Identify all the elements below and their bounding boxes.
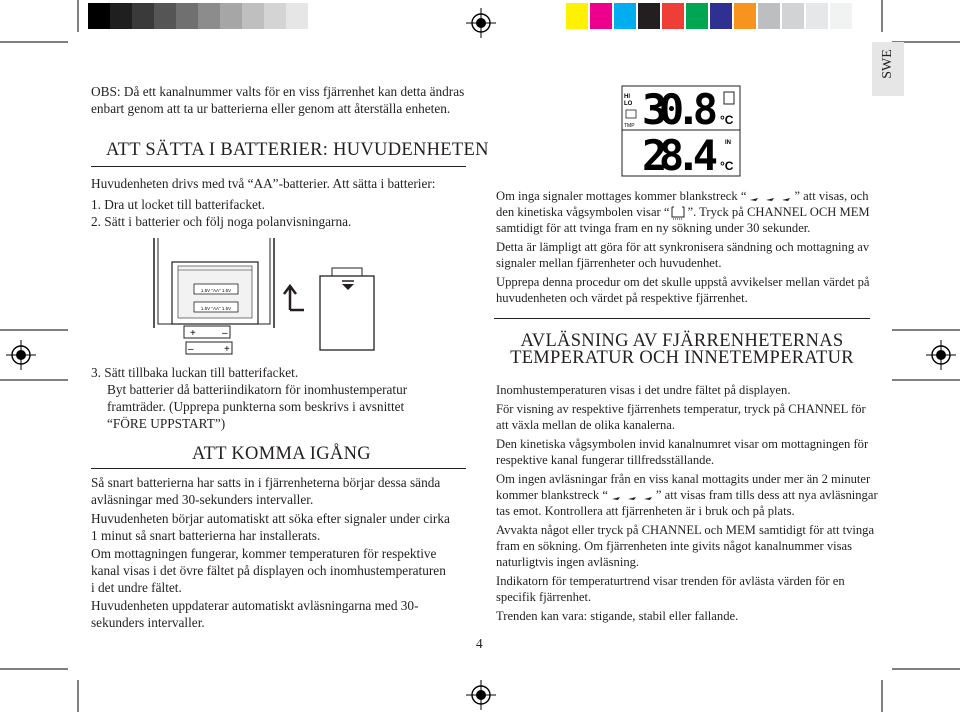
lcd-lo: LO bbox=[624, 101, 633, 107]
battery-label: 1.5V "AA" 1.5V bbox=[200, 288, 232, 293]
step-text: framträder. (Upprepa punkterna som beskrivs i avsnittet bbox=[107, 399, 405, 414]
language-tab bbox=[872, 42, 904, 96]
paragraph-line: Avvakta något eller tryck på CHANNEL och MEM samtidigt för att tvinga bbox=[496, 523, 875, 537]
paragraph-line: Huvudenheten börjar automatiskt att söka efter signaler under cirka bbox=[91, 511, 450, 526]
section-heading: ATT KOMMA IGÅNG bbox=[192, 444, 371, 464]
paragraph-line: 1 minut så snart batterierna har installerats. bbox=[91, 528, 321, 543]
plus-mark: + bbox=[224, 344, 230, 355]
paragraph-line: För visning av respektive fjärrenhets temperatur, tryck på CHANNEL för bbox=[496, 402, 866, 416]
paragraph-line: naturligtvis ingen avläsning. bbox=[496, 555, 640, 569]
lcd-top-unit: °C bbox=[720, 113, 734, 127]
paragraph-line bbox=[496, 204, 870, 221]
paragraph-line: kanal visas i det övre fältet på displayen och inomhustemperaturen bbox=[91, 563, 446, 578]
paragraph-line: Upprepa denna procedur om det skulle uppstå avvikelser mellan värdet på bbox=[496, 275, 870, 289]
lcd-bottom-unit: °C bbox=[720, 159, 734, 173]
obs-line: enbart genom att ta ur batterierna eller genom att återställa enheten. bbox=[91, 101, 451, 116]
battery-label: 1.5V "AA" 1.5V bbox=[200, 306, 232, 311]
plus-mark: + bbox=[190, 328, 196, 339]
obs-line: OBS: Då ett kanalnummer valts för en viss fjärrenhet kan detta ändras bbox=[91, 84, 465, 99]
paragraph-line: signaler mellan fjärrenheter och huvudenhet. bbox=[496, 256, 722, 270]
lcd-display-illustration bbox=[618, 84, 744, 180]
paragraph-line: Inomhustemperaturen visas i det undre fältet på displayen. bbox=[496, 383, 791, 397]
paragraph-line: fram en sökning. Om fjärrenheten inte givits något kanalnummer visas bbox=[496, 539, 853, 553]
text-fragment: Om inga signaler mottages kommer blankstreck “ bbox=[496, 189, 747, 203]
blank-dashes-icon bbox=[746, 192, 794, 202]
paragraph-line: respektive kanal fungerar tillfredsställande. bbox=[496, 453, 715, 467]
paragraph-line: att växla mellan de olika kanalerna. bbox=[496, 418, 676, 432]
lcd-hi: HI bbox=[624, 94, 630, 100]
text-fragment: den kinetiska vågsymbolen visar “ bbox=[496, 205, 670, 219]
language-tab-label: SWE bbox=[880, 49, 895, 79]
paragraph-line: Den kinetiska vågsymbolen invid kanalnumret visar om mottagningen för bbox=[496, 437, 869, 451]
page-number: 4 bbox=[476, 636, 483, 651]
paragraph-line: huvudenheten och värdet på respektive fjärrenhet. bbox=[496, 291, 748, 305]
section-heading: AVLÄSNING AV FJÄRRENHETERNAS bbox=[520, 331, 844, 351]
paragraph-line: avläsningar med 30-sekunders intervaller. bbox=[91, 492, 314, 507]
lcd-bottom-value: 28.4 bbox=[642, 131, 718, 180]
paragraph-line: samtidigt för att tvinga fram en ny sökning under 30 sekunder. bbox=[496, 221, 811, 235]
lcd-in: IN bbox=[725, 140, 731, 146]
paragraph-line: specifik fjärrenhet. bbox=[496, 590, 592, 604]
heading-rule bbox=[91, 468, 466, 469]
paragraph-line: i det undre fältet. bbox=[91, 580, 182, 595]
paragraph-line: Indikatorn för temperaturtrend visar trenden för avlästa värden för en bbox=[496, 574, 845, 588]
lcd-top-value: 30.8 bbox=[642, 85, 718, 134]
wave-symbol-icon bbox=[669, 206, 687, 220]
intro-text: Huvudenheten drivs med två “AA”-batterier. Att sätta i batterier: bbox=[91, 176, 436, 191]
step-text: “FÖRE UPPSTART”) bbox=[107, 416, 226, 431]
paragraph-line: tas emot. Kontrollera att fjärrenheten är i bruk och på plats. bbox=[496, 504, 795, 518]
blank-dashes-icon bbox=[608, 491, 656, 501]
step-item: 1. Dra ut locket till batterifacket. bbox=[91, 197, 265, 212]
heading-rule bbox=[494, 318, 870, 319]
heading-rule bbox=[91, 166, 466, 167]
paragraph-line: sekunders intervaller. bbox=[91, 615, 205, 630]
paragraph-line: Om mottagningen fungerar, kommer temperaturen för respektive bbox=[91, 546, 437, 561]
step-item: 3. Sätt tillbaka luckan till batterifacket. bbox=[91, 365, 299, 380]
text-fragment: kommer blankstreck “ bbox=[496, 488, 608, 502]
paragraph-line: Så snart batterierna har satts in i fjärrenheterna börjar dessa sända bbox=[91, 475, 441, 490]
minus-mark: – bbox=[222, 328, 228, 339]
text-fragment: ”. Tryck på CHANNEL OCH MEM bbox=[687, 205, 870, 219]
paragraph-line bbox=[496, 188, 869, 205]
section-heading: ATT SÄTTA I BATTERIER: HUVUDENHETEN bbox=[106, 140, 489, 160]
lcd-tmp: TMP bbox=[624, 123, 635, 129]
paragraph-line: Huvudenheten uppdaterar automatiskt avläsningarna med 30- bbox=[91, 598, 419, 613]
paragraph-line: Om ingen avläsningar från en viss kanal mottagits under mer än 2 minuter bbox=[496, 472, 871, 486]
minus-mark: – bbox=[188, 344, 194, 355]
step-item: 2. Sätt i batterier och följ noga polanvisningarna. bbox=[91, 214, 352, 229]
paragraph-line bbox=[496, 487, 878, 504]
paragraph-line: Trenden kan vara: stigande, stabil eller fallande. bbox=[496, 609, 739, 623]
section-heading: TEMPERATUR OCH INNETEMPERATUR bbox=[510, 348, 854, 368]
paragraph-line: Detta är lämpligt att göra för att synkronisera sändning och mottagning av bbox=[496, 240, 870, 254]
step-text: Byt batterier då batteriindikatorn för inomhustemperatur bbox=[107, 382, 408, 397]
text-fragment: ” att visas, och bbox=[794, 189, 869, 203]
text-fragment: ” att visas fram tills dess att nya avläsningar bbox=[655, 488, 878, 502]
